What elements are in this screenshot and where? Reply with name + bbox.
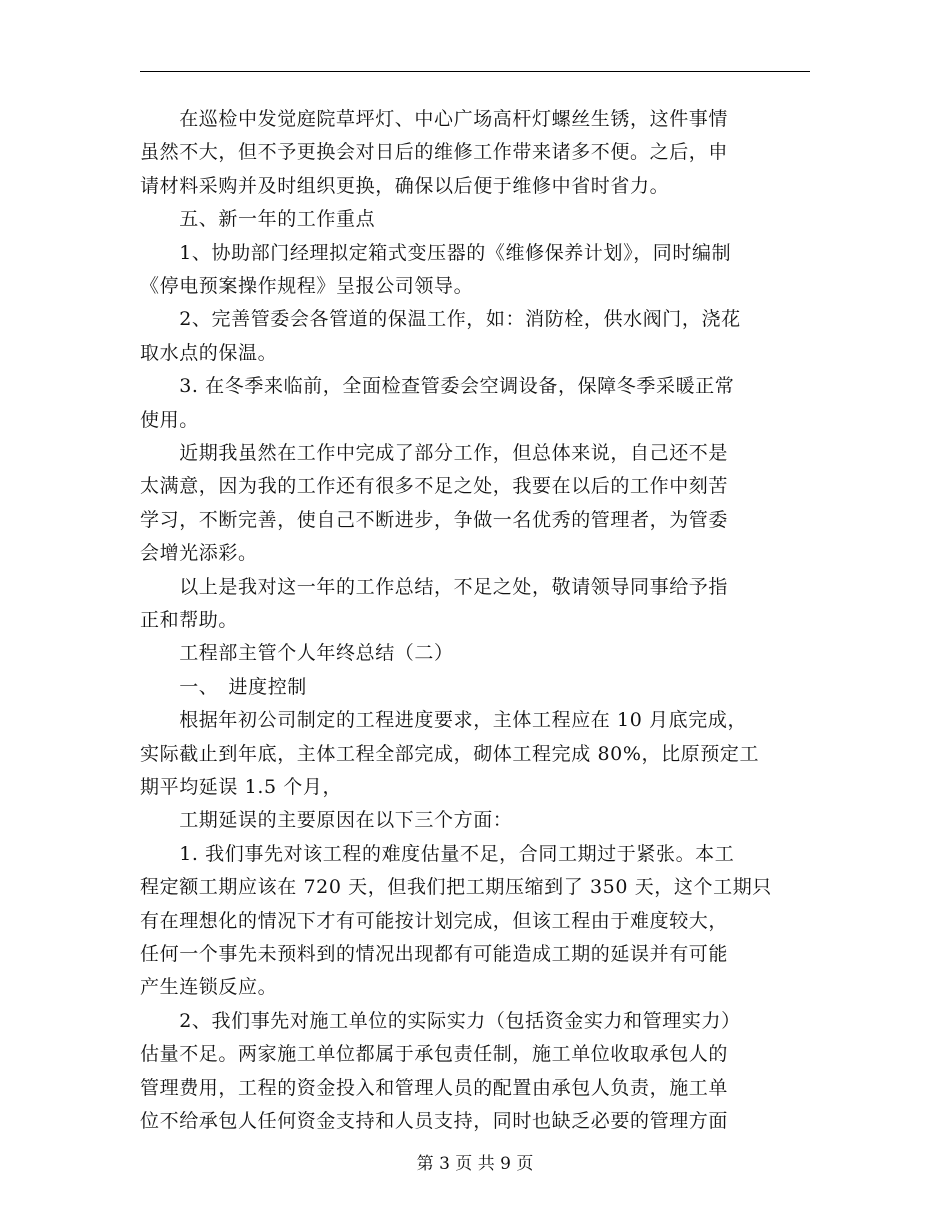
text-line: 产生连锁反应。 xyxy=(140,976,278,999)
text-line: 任何一个事先未预料到的情况出现都有可能造成工期的延误并有可能 xyxy=(140,943,729,965)
text-line: 工期延误的主要原因在以下三个方面： xyxy=(140,809,513,832)
text-line: 在巡检中发觉庭院草坪灯、中心广场高杆灯螺丝生锈，这件事情 xyxy=(140,108,729,130)
text-line: 学习，不断完善，使自己不断进步，争做一名优秀的管理者，为管委 xyxy=(140,508,729,531)
text-line: 请材料采购并及时组织更换，确保以后便于维修中省时省力。 xyxy=(140,174,670,197)
text-line: 使用。 xyxy=(140,408,199,431)
text-line: 会增光添彩。 xyxy=(140,542,258,565)
text-line: 有在理想化的情况下才有可能按计划完成，但该工程由于难度较大， xyxy=(140,909,729,932)
text-line: 管理费用，工程的资金投入和管理人员的配置由承包人负责，施工单 xyxy=(140,1076,729,1099)
text-line: 太满意，因为我的工作还有很多不足之处，我要在以后的工作中刻苦 xyxy=(140,475,729,498)
text-line: 位不给承包人任何资金支持和人员支持，同时也缺乏必要的管理方面 xyxy=(140,1110,729,1132)
text-line: 1、协助部门经理拟定箱式变压器的《维修保养计划》，同时编制 xyxy=(140,241,732,264)
page-footer: 第 3 页 共 9 页 xyxy=(416,1154,534,1174)
text-line: 程定额工期应该在 720 天，但我们把工期压缩到了 350 天，这个工期只 xyxy=(140,876,772,899)
text-line: 实际截止到年底，主体工程全部完成，砌体工程完成 80%，比原预定工 xyxy=(140,742,760,765)
text-line: 根据年初公司制定的工程进度要求，主体工程应在 10 月底完成， xyxy=(140,709,748,732)
text-line: 近期我虽然在工作中完成了部分工作，但总体来说，自己还不是 xyxy=(140,442,729,464)
text-line: 《停电预案操作规程》呈报公司领导。 xyxy=(140,275,474,297)
text-line: 估量不足。两家施工单位都属于承包责任制，施工单位收取承包人的 xyxy=(140,1043,729,1066)
text-line: 工程部主管个人年终总结（二） xyxy=(140,642,454,665)
text-line: 一、 进度控制 xyxy=(140,675,307,698)
text-line: 取水点的保温。 xyxy=(140,341,278,364)
text-line: 3. 在冬季来临前，全面检查管委会空调设备，保障冬季采暖正常 xyxy=(140,375,735,398)
text-line: 以上是我对这一年的工作总结，不足之处，敬请领导同事给予指 xyxy=(140,575,729,598)
header-rule xyxy=(140,71,810,72)
text-line: 虽然不大，但不予更换会对日后的维修工作带来诸多不便。之后，申 xyxy=(140,141,729,164)
text-line: 五、新一年的工作重点 xyxy=(140,208,376,231)
text-line: 期平均延误 1.5 个月， xyxy=(140,776,343,798)
text-line: 1. 我们事先对该工程的难度估量不足，合同工期过于紧张。本工 xyxy=(140,842,735,865)
text-line: 2、完善管委会各管道的保温工作，如：消防栓，供水阀门，浇花 xyxy=(140,308,741,331)
text-line: 2、我们事先对施工单位的实际实力（包括资金实力和管理实力） xyxy=(140,1009,741,1032)
text-line: 正和帮助。 xyxy=(140,609,239,631)
